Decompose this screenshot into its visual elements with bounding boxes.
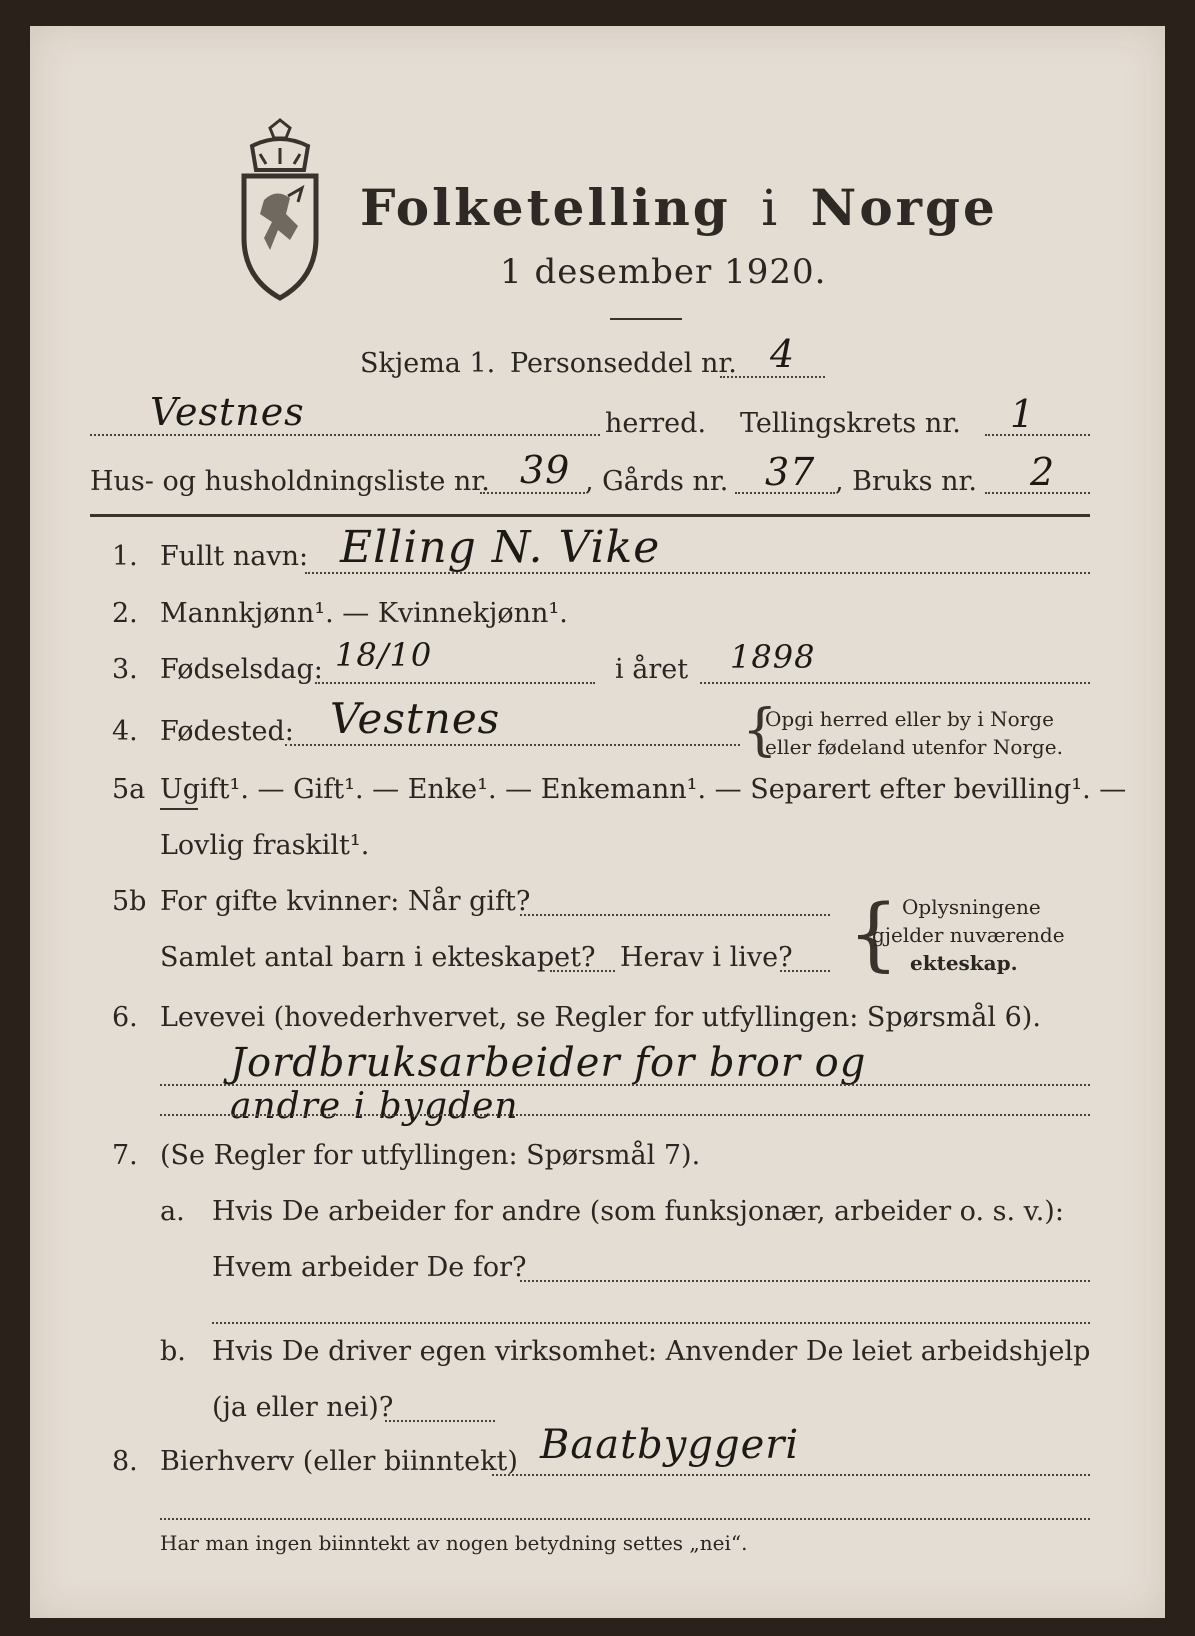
q7-number: 7. xyxy=(112,1140,138,1171)
q5b-line2b: Herav i live? xyxy=(620,942,793,973)
q5b-note-line2: gjelder nuværende xyxy=(872,923,1065,947)
hus-label: Hus- og husholdningsliste nr. xyxy=(90,466,490,497)
form-title: Folketelling i Norge xyxy=(360,178,998,237)
title-divider xyxy=(610,318,682,320)
gards-label: , Gårds nr. xyxy=(585,466,729,497)
q6-number: 6. xyxy=(112,1002,138,1033)
q8-label: Bierhverv (eller biinntekt) xyxy=(160,1446,518,1477)
hus-value: 39 xyxy=(520,448,571,492)
section-divider xyxy=(90,514,1090,517)
q4-note-line2: eller fødeland utenfor Norge. xyxy=(765,735,1063,759)
q4-label: Fødested: xyxy=(160,716,294,747)
bruks-value: 2 xyxy=(1030,450,1056,494)
census-form: Folketelling i Norge 1 desember 1920. Skjema 1. Personseddel nr. 4 Vestnes herred. Tellingskrets nr. 1 Hus- og husholdningsliste nr. 39 , Gårds nr. 37 , Bruks nr. 2 1. Fullt navn: Elling N. Vike 2. Mannkjønn¹. — Kvinnekjønn¹. 3. Fødselsdag: 18/10 i året 1898 4. Fødested: Vestnes { Opgi herred eller by i Norge eller fødeland utenfor Norge. 5a Ugift¹. — Gift¹. — Enke¹. — Enkemann¹. — Separert efter bevilling¹. — Lovlig fraskilt¹. 5b For gifte kvinner: Når gift? Samlet antal barn i ekteskapet? Herav i live? { Oplysningene gjelder nuværende ekteskap. 6. Levevei (hovederhvervet, se Regler for utfyllingen: Spørsmål 6). Jordbruksarbeider for bror og andre i bygden 7. (Se Regler for utfyllingen: Spørsmål 7). a. Hvis De arbeider for andre (som funksjonær, arbeider o. s. v.): Hvem arbeider De for? b. Hvis De driver egen virksomhet: Anvender De leiet arbeidshjelp (ja eller nei)? 8. Bierhverv (eller biinntekt) Baatbyggeri Har man ingen biinntekt av nogen betydning settes „nei“. xyxy=(30,26,1165,1618)
q3-birthdate-value: 18/10 xyxy=(335,636,433,674)
q5a-number: 5a xyxy=(112,774,146,805)
q8-number: 8. xyxy=(112,1446,138,1477)
q2-label: Mannkjønn¹. — Kvinnekjønn¹. xyxy=(160,598,568,629)
q4-number: 4. xyxy=(112,716,138,747)
q7a-line1: Hvis De arbeider for andre (som funksjonær, arbeider o. s. v.): xyxy=(212,1196,1064,1227)
personseddel-label: Personseddel nr. xyxy=(510,348,737,379)
personseddel-value: 4 xyxy=(770,332,796,376)
herred-label: herred. xyxy=(605,408,707,439)
q8-side-occupation-value: Baatbyggeri xyxy=(540,1422,800,1468)
q6-label: Levevei (hovederhvervet, se Regler for utfyllingen: Spørsmål 6). xyxy=(160,1002,1041,1033)
q1-full-name-value: Elling N. Vike xyxy=(340,522,661,573)
q3-year-label: i året xyxy=(615,654,689,685)
form-date: 1 desember 1920. xyxy=(500,252,827,292)
q6-occupation-value-line2: andre i bygden xyxy=(230,1086,519,1127)
q6-occupation-value-line1: Jordbruksarbeider for bror og xyxy=(230,1040,867,1086)
q5a-line2: Lovlig fraskilt¹. xyxy=(160,830,370,861)
q7b-line2: (ja eller nei)? xyxy=(212,1392,394,1423)
q7a-line2: Hvem arbeider De for? xyxy=(212,1252,527,1283)
q5b-line2a: Samlet antal barn i ekteskapet? xyxy=(160,942,596,973)
q5b-note-line3: ekteskap. xyxy=(910,951,1018,975)
q5b-number: 5b xyxy=(112,886,147,917)
bruks-label: , Bruks nr. xyxy=(835,466,978,497)
q1-number: 1. xyxy=(112,541,138,572)
q2-number: 2. xyxy=(112,598,138,629)
q3-number: 3. xyxy=(112,654,138,685)
q4-note-line1: Opgi herred eller by i Norge xyxy=(765,707,1054,731)
q5b-note-line1: Oplysningene xyxy=(902,895,1041,919)
q5b-line1: For gifte kvinner: Når gift? xyxy=(160,886,531,917)
coat-of-arms-icon xyxy=(230,118,330,308)
q1-label: Fullt navn: xyxy=(160,541,309,572)
gards-value: 37 xyxy=(765,450,816,494)
q7-label: (Se Regler for utfyllingen: Spørsmål 7). xyxy=(160,1140,701,1171)
q7a-number: a. xyxy=(160,1196,185,1227)
herred-value: Vestnes xyxy=(150,390,305,434)
q5a-line1: Ugift¹. — Gift¹. — Enke¹. — Enkemann¹. — Separert efter bevilling¹. — xyxy=(160,774,1127,805)
q3-year-value: 1898 xyxy=(730,638,816,676)
q7b-line1: Hvis De driver egen virksomhet: Anvender De leiet arbeidshjelp xyxy=(212,1336,1091,1367)
q3-label: Fødselsdag: xyxy=(160,654,323,685)
q4-birthplace-value: Vestnes xyxy=(330,694,501,743)
q5a-ugift-underline xyxy=(160,808,198,810)
schema-label: Skjema 1. xyxy=(360,348,496,379)
footer-note: Har man ingen biinntekt av nogen betydning settes „nei“. xyxy=(160,1531,748,1555)
tellingskrets-value: 1 xyxy=(1010,392,1036,436)
q7b-number: b. xyxy=(160,1336,186,1367)
tellingskrets-label: Tellingskrets nr. xyxy=(740,408,961,439)
